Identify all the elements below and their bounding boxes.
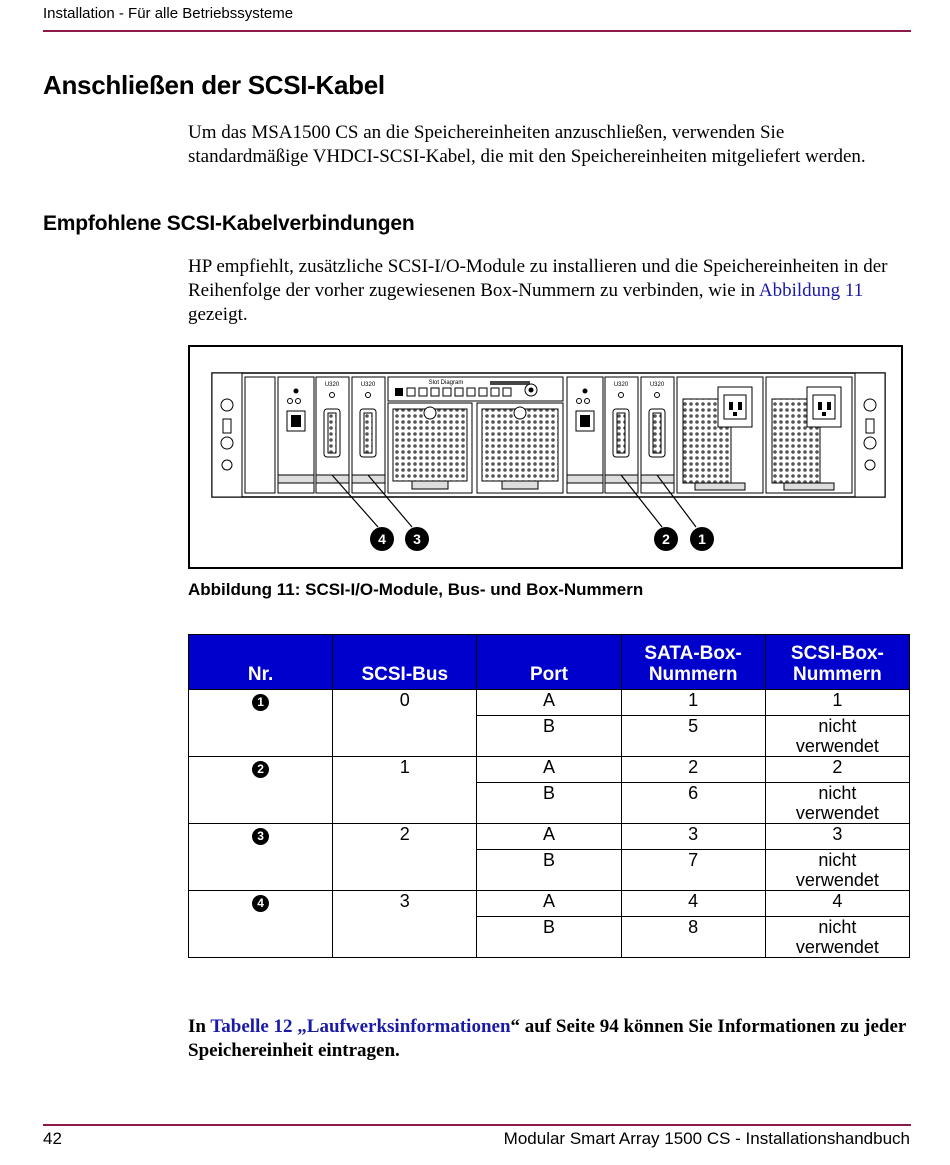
bus-cell: 3 [333,891,477,958]
port-cell: B [477,716,621,757]
power-supply-1 [677,377,763,493]
module-label: U320 [649,382,665,388]
callout-label: 3 [413,531,421,547]
number-badge: 1 [252,694,269,711]
sata-cell: 6 [621,783,765,824]
table-link[interactable]: Tabelle 12 „Laufwerksinformationen [210,1016,511,1037]
callout-label: 4 [378,531,386,547]
module-label: U320 [324,382,340,388]
port-cell: B [477,850,621,891]
note-suffix: “ auf Seite 94 können Sie Informationen zu jeder Speichereinheit eintragen. [188,1016,906,1061]
scsi-box-table [188,634,910,958]
screw-icon [864,399,876,411]
power-supply-2 [766,377,852,493]
scsi-cell: 2 [765,757,909,783]
number-badge: 2 [252,761,269,778]
scsi-cell: nicht verwendet [765,716,909,757]
sata-cell: 1 [621,690,765,716]
fan-grille [482,409,558,481]
table-row [189,824,910,850]
sata-cell: 2 [621,757,765,783]
page-number: 42 [43,1129,62,1148]
screw-icon [864,437,876,449]
bus-cell: 2 [333,824,477,891]
table-reference-note [188,1015,908,1063]
footer-doc-title: Modular Smart Array 1500 CS - Installationshandbuch [503,1129,910,1148]
scsi-cell: nicht verwendet [765,783,909,824]
scsi-cell: nicht verwendet [765,850,909,891]
header-rule [43,30,911,32]
number-badge: 4 [252,895,269,912]
callout-label: 1 [698,531,706,547]
table-header-row [189,635,910,690]
port-cell: B [477,783,621,824]
figure-link[interactable]: Abbildung 11 [758,280,864,301]
table-row [189,757,910,783]
hardware-figure [188,345,903,569]
port-cell: A [477,824,621,850]
sata-cell: 7 [621,850,765,891]
running-header: Installation - Für alle Betriebssysteme [43,5,294,22]
module-label: U320 [360,382,376,388]
scsi-cell: nicht verwendet [765,917,909,958]
nr-cell [189,824,333,891]
callout-4 [370,527,394,551]
sata-cell: 5 [621,716,765,757]
scsi-cell: 1 [765,690,909,716]
nr-cell [189,891,333,958]
table-row [189,891,910,917]
footer-rule [43,1124,911,1126]
header-sata-box: SATA-Box- Nummern [621,635,765,690]
callout-2 [654,527,678,551]
header-scsi-bus: SCSI-Bus [333,635,477,690]
recommendation-paragraph [188,255,898,327]
callout-label: 2 [662,531,670,547]
header-port: Port [477,635,621,690]
note-prefix: In [188,1016,211,1037]
scsi-cell: 3 [765,824,909,850]
subsection-title: Empfohlene SCSI-Kabelverbindungen [43,212,415,235]
recommendation-text: HP empfiehlt, zusätzliche SCSI-I/O-Module zu installieren und die Speichereinheiten in der Reihenfolge der vorher zugewiesenen Box-Nummern zu verbinden, wie in [188,256,888,301]
port-cell: A [477,891,621,917]
header-scsi-box: SCSI-Box- Nummern [765,635,909,690]
table-row [189,690,910,716]
sata-cell: 4 [621,891,765,917]
callout-1 [690,527,714,551]
intro-paragraph: Um das MSA1500 CS an die Speichereinheiten anzuschließen, verwenden Sie standardmäßige VHDCI-SCSI-Kabel, die mit den Speichereinheiten mitgeliefert werden. [188,122,866,167]
slot-diagram-label: Slot Diagram [428,380,464,386]
sata-cell: 8 [621,917,765,958]
scsi-cell: 4 [765,891,909,917]
screw-icon [221,437,233,449]
port-cell: B [477,917,621,958]
number-badge: 3 [252,828,269,845]
fan-grille [393,409,467,481]
section-title: Anschließen der SCSI-Kabel [43,70,385,100]
bus-cell: 1 [333,757,477,824]
recommendation-text-end: gezeigt. [188,304,248,325]
port-cell: A [477,690,621,716]
bus-cell: 0 [333,690,477,757]
enclosure-rear-view [190,347,901,567]
nr-cell [189,757,333,824]
header-nr: Nr. [189,635,333,690]
nr-cell [189,690,333,757]
screw-icon [221,399,233,411]
callout-3 [405,527,429,551]
module-label: U320 [613,382,629,388]
sata-cell: 3 [621,824,765,850]
figure-caption: Abbildung 11: SCSI-I/O-Module, Bus- und Box-Nummern [188,580,644,599]
port-cell: A [477,757,621,783]
